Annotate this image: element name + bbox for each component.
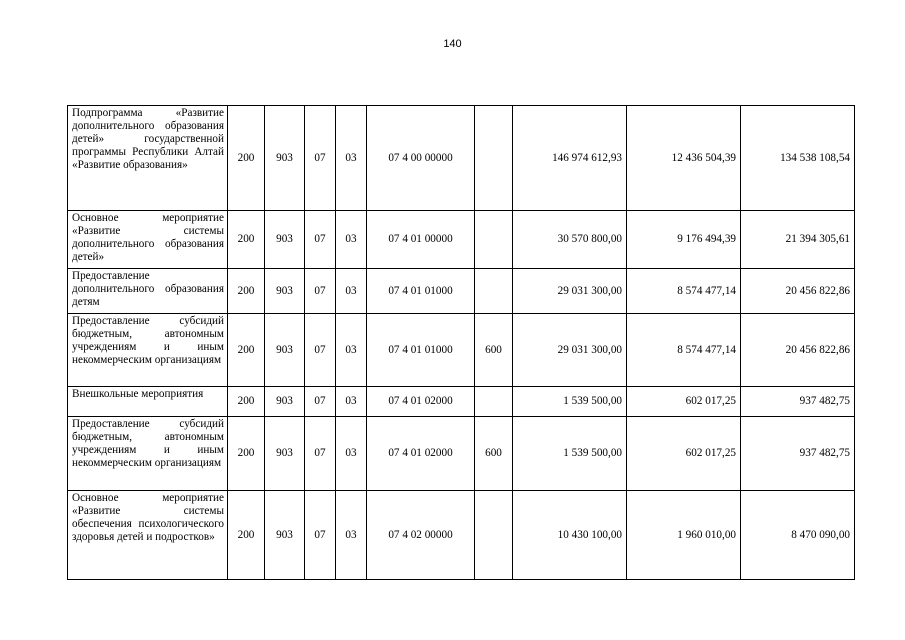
cell-section: 07 [305,491,336,580]
row-name: Подпрограмма «Развитие дополнительного образования детей» государственной программы Республики Алтай «Развитие образования» [68,106,228,211]
cell-subsection: 03 [336,106,367,211]
cell-remaining: 134 538 108,54 [741,106,855,211]
cell-total: 1 539 500,00 [513,417,627,491]
row-name: Предоставление субсидий бюджетным, автономным учреждениям и иным некоммерческим организациям [68,314,228,387]
cell-executed: 8 574 477,14 [627,269,741,314]
cell-code-admin: 200 [228,387,265,417]
page-number: 140 [443,38,462,50]
cell-executed: 602 017,25 [627,387,741,417]
cell-code-admin: 200 [228,106,265,211]
cell-section: 07 [305,314,336,387]
cell-section: 07 [305,211,336,269]
cell-remaining: 20 456 822,86 [741,314,855,387]
cell-subsection: 03 [336,314,367,387]
cell-code-admin: 200 [228,314,265,387]
cell-executed: 12 436 504,39 [627,106,741,211]
cell-total: 1 539 500,00 [513,387,627,417]
cell-total: 146 974 612,93 [513,106,627,211]
cell-target-article: 07 4 02 00000 [367,491,475,580]
budget-table [67,105,855,580]
cell-subsection: 03 [336,269,367,314]
cell-executed: 8 574 477,14 [627,314,741,387]
cell-target-article: 07 4 01 00000 [367,211,475,269]
table-body [68,106,855,580]
cell-expense-type: 600 [475,314,513,387]
cell-code-ministry: 903 [265,417,305,491]
table-row [68,106,855,211]
cell-total: 29 031 300,00 [513,269,627,314]
cell-section: 07 [305,269,336,314]
cell-remaining: 21 394 305,61 [741,211,855,269]
cell-section: 07 [305,387,336,417]
row-name: Внешкольные мероприятия [68,387,228,417]
cell-expense-type [475,491,513,580]
cell-expense-type [475,106,513,211]
cell-executed: 602 017,25 [627,417,741,491]
cell-expense-type [475,269,513,314]
table-row [68,269,855,314]
cell-code-admin: 200 [228,211,265,269]
cell-code-ministry: 903 [265,106,305,211]
cell-expense-type [475,211,513,269]
cell-subsection: 03 [336,387,367,417]
cell-target-article: 07 4 01 02000 [367,387,475,417]
table-row [68,491,855,580]
cell-target-article: 07 4 01 02000 [367,417,475,491]
cell-target-article: 07 4 00 00000 [367,106,475,211]
cell-remaining: 937 482,75 [741,417,855,491]
cell-code-admin: 200 [228,491,265,580]
row-name: Предоставление дополнительного образования детям [68,269,228,314]
table-row [68,387,855,417]
cell-code-ministry: 903 [265,269,305,314]
cell-target-article: 07 4 01 01000 [367,269,475,314]
cell-total: 29 031 300,00 [513,314,627,387]
cell-remaining: 20 456 822,86 [741,269,855,314]
cell-code-ministry: 903 [265,314,305,387]
cell-code-ministry: 903 [265,211,305,269]
cell-total: 10 430 100,00 [513,491,627,580]
cell-target-article: 07 4 01 01000 [367,314,475,387]
cell-subsection: 03 [336,417,367,491]
cell-executed: 1 960 010,00 [627,491,741,580]
cell-total: 30 570 800,00 [513,211,627,269]
cell-subsection: 03 [336,211,367,269]
cell-subsection: 03 [336,491,367,580]
row-name: Основное мероприятие «Развитие системы дополнительного образования детей» [68,211,228,269]
cell-remaining: 937 482,75 [741,387,855,417]
cell-expense-type: 600 [475,417,513,491]
cell-code-admin: 200 [228,269,265,314]
table-row [68,314,855,387]
cell-remaining: 8 470 090,00 [741,491,855,580]
cell-section: 07 [305,417,336,491]
row-name: Предоставление субсидий бюджетным, автономным учреждениям и иным некоммерческим организациям [68,417,228,491]
cell-code-admin: 200 [228,417,265,491]
row-name: Основное мероприятие «Развитие системы обеспечения психологического здоровья детей и подростков» [68,491,228,580]
table-row [68,417,855,491]
table-row [68,211,855,269]
cell-code-ministry: 903 [265,387,305,417]
cell-code-ministry: 903 [265,491,305,580]
cell-executed: 9 176 494,39 [627,211,741,269]
cell-section: 07 [305,106,336,211]
cell-expense-type [475,387,513,417]
